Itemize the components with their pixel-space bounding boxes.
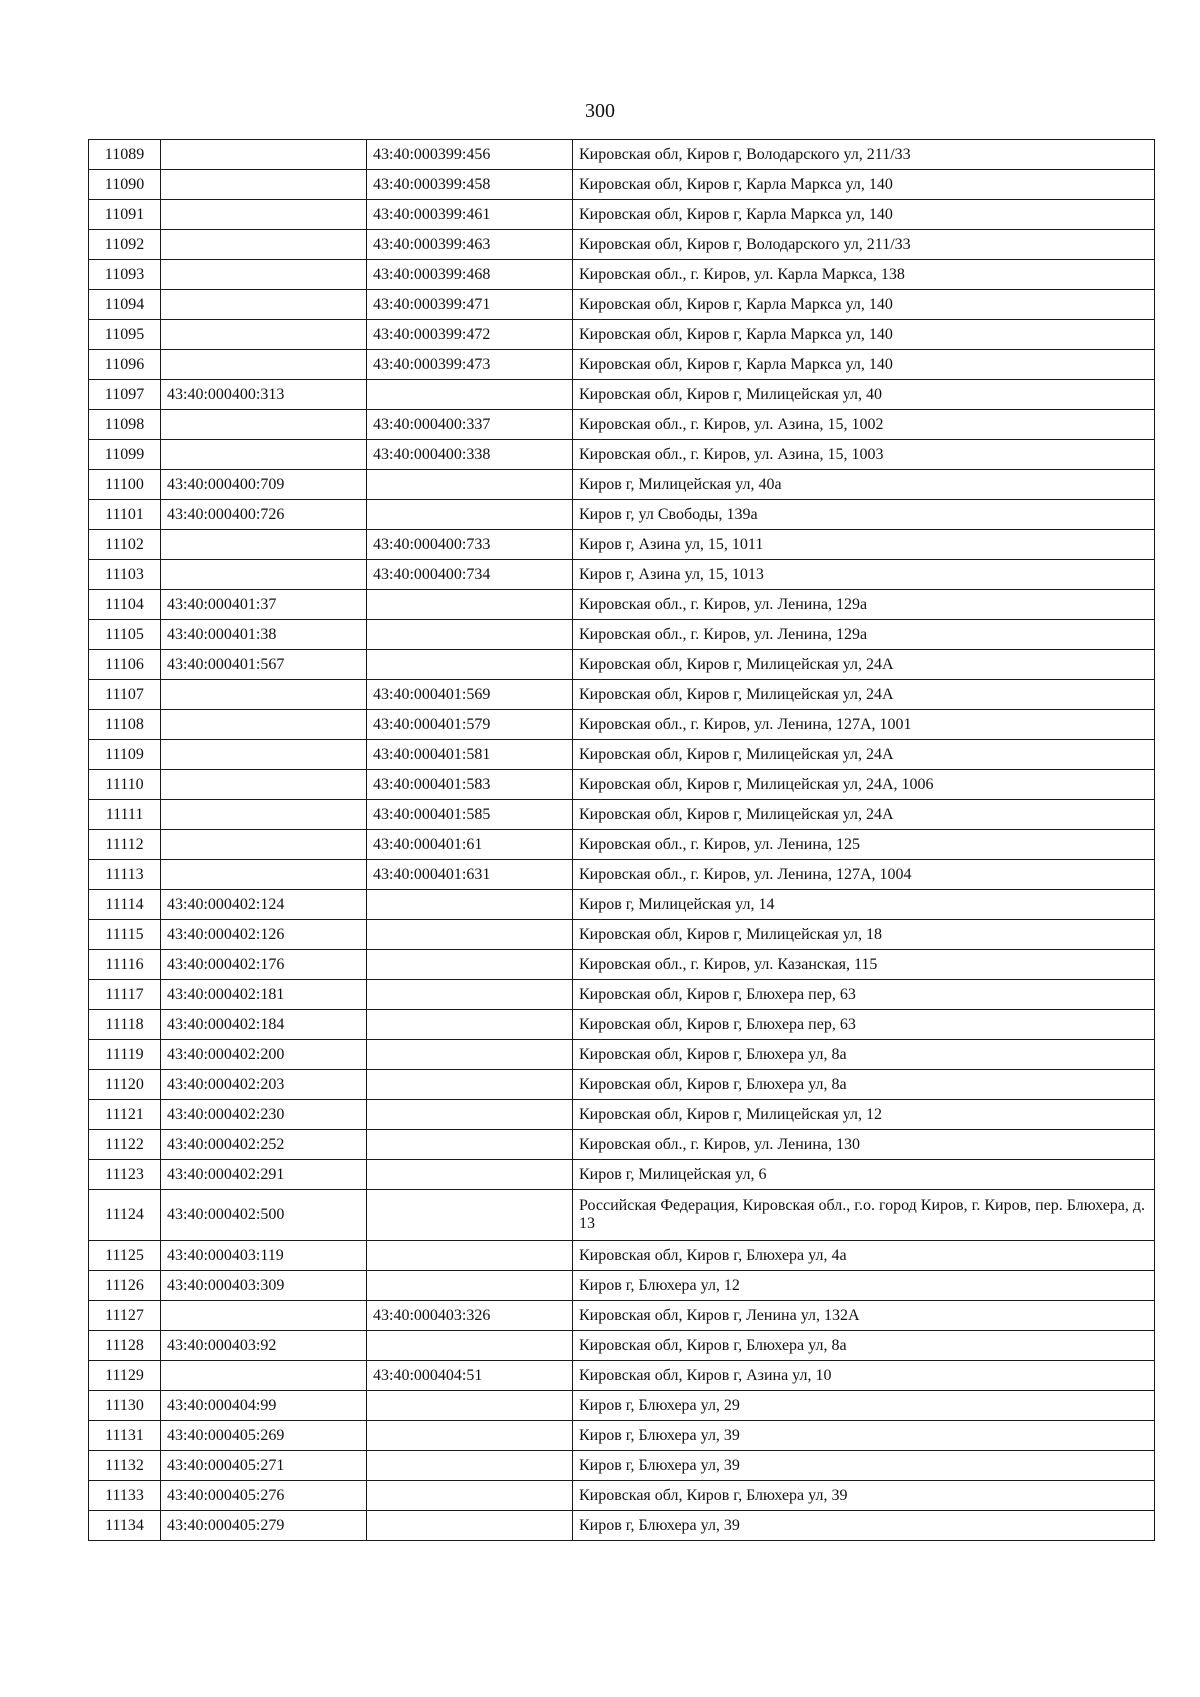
address-cell: Киров г, Блюхера ул, 39 bbox=[573, 1421, 1155, 1451]
row-number-cell: 11113 bbox=[89, 860, 161, 890]
table-row bbox=[89, 770, 1155, 800]
table-row bbox=[89, 1010, 1155, 1040]
cadastral-number-cell bbox=[161, 710, 367, 740]
address-cell: Кировская обл, Киров г, Блюхера ул, 8а bbox=[573, 1040, 1155, 1070]
cadastral-number-alt-cell bbox=[367, 1511, 573, 1541]
cadastral-number-alt-cell bbox=[367, 1331, 573, 1361]
row-number-cell: 11112 bbox=[89, 830, 161, 860]
row-number-cell: 11126 bbox=[89, 1271, 161, 1301]
row-number-cell: 11091 bbox=[89, 200, 161, 230]
cadastral-number-cell: 43:40:000402:230 bbox=[161, 1100, 367, 1130]
table-row bbox=[89, 1331, 1155, 1361]
cadastral-number-cell: 43:40:000403:119 bbox=[161, 1241, 367, 1271]
address-cell: Кировская обл, Киров г, Блюхера пер, 63 bbox=[573, 980, 1155, 1010]
table-row bbox=[89, 1391, 1155, 1421]
row-number-cell: 11124 bbox=[89, 1190, 161, 1241]
table-row bbox=[89, 350, 1155, 380]
cadastral-number-cell: 43:40:000402:124 bbox=[161, 890, 367, 920]
table-row bbox=[89, 170, 1155, 200]
cadastral-number-cell: 43:40:000402:203 bbox=[161, 1070, 367, 1100]
cadastral-number-alt-cell bbox=[367, 950, 573, 980]
cadastral-number-cell bbox=[161, 290, 367, 320]
cadastral-number-cell: 43:40:000402:291 bbox=[161, 1160, 367, 1190]
row-number-cell: 11100 bbox=[89, 470, 161, 500]
cadastral-number-alt-cell: 43:40:000400:733 bbox=[367, 530, 573, 560]
table-row bbox=[89, 230, 1155, 260]
table-row bbox=[89, 620, 1155, 650]
cadastral-number-cell: 43:40:000402:184 bbox=[161, 1010, 367, 1040]
cadastral-number-alt-cell bbox=[367, 1070, 573, 1100]
row-number-cell: 11108 bbox=[89, 710, 161, 740]
cadastral-number-cell bbox=[161, 260, 367, 290]
cadastral-number-alt-cell bbox=[367, 1391, 573, 1421]
row-number-cell: 11123 bbox=[89, 1160, 161, 1190]
row-number-cell: 11103 bbox=[89, 560, 161, 590]
cadastral-number-cell bbox=[161, 560, 367, 590]
table-row bbox=[89, 800, 1155, 830]
cadastral-number-alt-cell bbox=[367, 1421, 573, 1451]
address-cell: Кировская обл, Киров г, Карла Маркса ул, 140 bbox=[573, 200, 1155, 230]
table-row bbox=[89, 260, 1155, 290]
cadastral-number-cell bbox=[161, 680, 367, 710]
cadastral-number-alt-cell bbox=[367, 1160, 573, 1190]
table-row bbox=[89, 1451, 1155, 1481]
cadastral-number-alt-cell bbox=[367, 980, 573, 1010]
cadastral-number-cell bbox=[161, 1301, 367, 1331]
cadastral-number-alt-cell bbox=[367, 590, 573, 620]
table-row bbox=[89, 410, 1155, 440]
table-row bbox=[89, 830, 1155, 860]
address-cell: Кировская обл, Киров г, Милицейская ул, 18 bbox=[573, 920, 1155, 950]
address-cell: Кировская обл., г. Киров, ул. Азина, 15, 1003 bbox=[573, 440, 1155, 470]
cadastral-number-cell bbox=[161, 230, 367, 260]
address-cell: Кировская обл., г. Киров, ул. Ленина, 129а bbox=[573, 620, 1155, 650]
row-number-cell: 11129 bbox=[89, 1361, 161, 1391]
cadastral-number-cell: 43:40:000402:176 bbox=[161, 950, 367, 980]
cadastral-number-cell bbox=[161, 1361, 367, 1391]
cadastral-number-alt-cell bbox=[367, 1241, 573, 1271]
cadastral-number-alt-cell bbox=[367, 920, 573, 950]
address-cell: Кировская обл., г. Киров, ул. Ленина, 125 bbox=[573, 830, 1155, 860]
address-cell: Кировская обл., г. Киров, ул. Азина, 15, 1002 bbox=[573, 410, 1155, 440]
table-row bbox=[89, 590, 1155, 620]
address-cell: Кировская обл, Киров г, Милицейская ул, 40 bbox=[573, 380, 1155, 410]
address-cell: Киров г, ул Свободы, 139а bbox=[573, 500, 1155, 530]
address-cell: Кировская обл, Киров г, Милицейская ул, 24А bbox=[573, 740, 1155, 770]
cadastral-number-cell: 43:40:000400:726 bbox=[161, 500, 367, 530]
cadastral-number-alt-cell: 43:40:000399:471 bbox=[367, 290, 573, 320]
row-number-cell: 11096 bbox=[89, 350, 161, 380]
cadastral-number-cell bbox=[161, 860, 367, 890]
address-cell: Киров г, Милицейская ул, 40а bbox=[573, 470, 1155, 500]
row-number-cell: 11130 bbox=[89, 1391, 161, 1421]
table-row bbox=[89, 1040, 1155, 1070]
address-cell: Киров г, Милицейская ул, 6 bbox=[573, 1160, 1155, 1190]
address-cell: Кировская обл., г. Киров, ул. Ленина, 127А, 1004 bbox=[573, 860, 1155, 890]
row-number-cell: 11097 bbox=[89, 380, 161, 410]
cadastral-number-cell: 43:40:000405:271 bbox=[161, 1451, 367, 1481]
row-number-cell: 11118 bbox=[89, 1010, 161, 1040]
row-number-cell: 11093 bbox=[89, 260, 161, 290]
table-row bbox=[89, 920, 1155, 950]
registry-table bbox=[88, 139, 1155, 1541]
address-cell: Кировская обл, Киров г, Ленина ул, 132А bbox=[573, 1301, 1155, 1331]
row-number-cell: 11106 bbox=[89, 650, 161, 680]
table-row bbox=[89, 470, 1155, 500]
table-row bbox=[89, 1511, 1155, 1541]
cadastral-number-alt-cell: 43:40:000399:473 bbox=[367, 350, 573, 380]
address-cell: Кировская обл, Киров г, Милицейская ул, 24А bbox=[573, 680, 1155, 710]
table-row bbox=[89, 1241, 1155, 1271]
row-number-cell: 11125 bbox=[89, 1241, 161, 1271]
row-number-cell: 11127 bbox=[89, 1301, 161, 1331]
table-row bbox=[89, 1100, 1155, 1130]
address-cell: Кировская обл., г. Киров, ул. Ленина, 130 bbox=[573, 1130, 1155, 1160]
cadastral-number-alt-cell: 43:40:000399:461 bbox=[367, 200, 573, 230]
cadastral-number-cell bbox=[161, 440, 367, 470]
cadastral-number-alt-cell bbox=[367, 500, 573, 530]
cadastral-number-cell: 43:40:000400:709 bbox=[161, 470, 367, 500]
cadastral-number-alt-cell bbox=[367, 620, 573, 650]
table-row bbox=[89, 1160, 1155, 1190]
address-cell: Кировская обл, Киров г, Карла Маркса ул, 140 bbox=[573, 320, 1155, 350]
row-number-cell: 11132 bbox=[89, 1451, 161, 1481]
cadastral-number-cell: 43:40:000402:500 bbox=[161, 1190, 367, 1241]
cadastral-number-alt-cell bbox=[367, 1271, 573, 1301]
table-row bbox=[89, 890, 1155, 920]
cadastral-number-cell: 43:40:000402:200 bbox=[161, 1040, 367, 1070]
row-number-cell: 11095 bbox=[89, 320, 161, 350]
cadastral-number-alt-cell bbox=[367, 1190, 573, 1241]
row-number-cell: 11102 bbox=[89, 530, 161, 560]
table-row bbox=[89, 650, 1155, 680]
row-number-cell: 11115 bbox=[89, 920, 161, 950]
address-cell: Кировская обл, Киров г, Милицейская ул, 24А bbox=[573, 650, 1155, 680]
cadastral-number-cell: 43:40:000403:309 bbox=[161, 1271, 367, 1301]
table-row bbox=[89, 200, 1155, 230]
table-row bbox=[89, 740, 1155, 770]
row-number-cell: 11104 bbox=[89, 590, 161, 620]
cadastral-number-alt-cell: 43:40:000401:61 bbox=[367, 830, 573, 860]
row-number-cell: 11121 bbox=[89, 1100, 161, 1130]
cadastral-number-alt-cell: 43:40:000399:472 bbox=[367, 320, 573, 350]
address-cell: Киров г, Азина ул, 15, 1013 bbox=[573, 560, 1155, 590]
cadastral-number-alt-cell: 43:40:000399:458 bbox=[367, 170, 573, 200]
table-row bbox=[89, 1481, 1155, 1511]
cadastral-number-alt-cell: 43:40:000399:456 bbox=[367, 140, 573, 170]
address-cell: Кировская обл, Киров г, Блюхера ул, 8а bbox=[573, 1070, 1155, 1100]
cadastral-number-alt-cell bbox=[367, 1451, 573, 1481]
registry-table-body bbox=[89, 140, 1155, 1541]
cadastral-number-alt-cell: 43:40:000403:326 bbox=[367, 1301, 573, 1331]
table-row bbox=[89, 1070, 1155, 1100]
cadastral-number-cell: 43:40:000403:92 bbox=[161, 1331, 367, 1361]
address-cell: Кировская обл., г. Киров, ул. Карла Маркса, 138 bbox=[573, 260, 1155, 290]
table-row bbox=[89, 980, 1155, 1010]
cadastral-number-alt-cell bbox=[367, 1481, 573, 1511]
cadastral-number-alt-cell bbox=[367, 1040, 573, 1070]
table-row bbox=[89, 1421, 1155, 1451]
address-cell: Киров г, Милицейская ул, 14 bbox=[573, 890, 1155, 920]
row-number-cell: 11120 bbox=[89, 1070, 161, 1100]
table-row bbox=[89, 320, 1155, 350]
cadastral-number-alt-cell bbox=[367, 1010, 573, 1040]
table-row bbox=[89, 440, 1155, 470]
address-cell: Кировская обл, Киров г, Блюхера пер, 63 bbox=[573, 1010, 1155, 1040]
cadastral-number-cell: 43:40:000404:99 bbox=[161, 1391, 367, 1421]
row-number-cell: 11090 bbox=[89, 170, 161, 200]
address-cell: Кировская обл, Киров г, Карла Маркса ул, 140 bbox=[573, 290, 1155, 320]
cadastral-number-alt-cell: 43:40:000401:583 bbox=[367, 770, 573, 800]
row-number-cell: 11117 bbox=[89, 980, 161, 1010]
table-row bbox=[89, 560, 1155, 590]
table-row bbox=[89, 290, 1155, 320]
table-row bbox=[89, 710, 1155, 740]
address-cell: Кировская обл., г. Киров, ул. Ленина, 127А, 1001 bbox=[573, 710, 1155, 740]
cadastral-number-alt-cell: 43:40:000400:338 bbox=[367, 440, 573, 470]
row-number-cell: 11094 bbox=[89, 290, 161, 320]
address-cell: Кировская обл, Киров г, Милицейская ул, 12 bbox=[573, 1100, 1155, 1130]
cadastral-number-alt-cell: 43:40:000404:51 bbox=[367, 1361, 573, 1391]
cadastral-number-cell: 43:40:000400:313 bbox=[161, 380, 367, 410]
address-cell: Кировская обл, Киров г, Володарского ул, 211/33 bbox=[573, 140, 1155, 170]
cadastral-number-cell bbox=[161, 320, 367, 350]
address-cell: Российская Федерация, Кировская обл., г.о. город Киров, г. Киров, пер. Блюхера, д. 13 bbox=[573, 1190, 1155, 1241]
row-number-cell: 11128 bbox=[89, 1331, 161, 1361]
cadastral-number-alt-cell bbox=[367, 890, 573, 920]
cadastral-number-cell: 43:40:000401:37 bbox=[161, 590, 367, 620]
address-cell: Кировская обл., г. Киров, ул. Казанская, 115 bbox=[573, 950, 1155, 980]
row-number-cell: 11110 bbox=[89, 770, 161, 800]
row-number-cell: 11111 bbox=[89, 800, 161, 830]
address-cell: Киров г, Блюхера ул, 39 bbox=[573, 1511, 1155, 1541]
row-number-cell: 11109 bbox=[89, 740, 161, 770]
cadastral-number-alt-cell: 43:40:000401:569 bbox=[367, 680, 573, 710]
row-number-cell: 11089 bbox=[89, 140, 161, 170]
cadastral-number-alt-cell: 43:40:000400:734 bbox=[367, 560, 573, 590]
cadastral-number-alt-cell bbox=[367, 380, 573, 410]
cadastral-number-cell bbox=[161, 350, 367, 380]
table-row bbox=[89, 500, 1155, 530]
cadastral-number-cell: 43:40:000401:38 bbox=[161, 620, 367, 650]
row-number-cell: 11092 bbox=[89, 230, 161, 260]
cadastral-number-cell: 43:40:000405:279 bbox=[161, 1511, 367, 1541]
address-cell: Кировская обл, Киров г, Карла Маркса ул, 140 bbox=[573, 170, 1155, 200]
cadastral-number-alt-cell: 43:40:000401:585 bbox=[367, 800, 573, 830]
table-row bbox=[89, 1361, 1155, 1391]
address-cell: Кировская обл, Киров г, Милицейская ул, 24А bbox=[573, 800, 1155, 830]
address-cell: Киров г, Блюхера ул, 29 bbox=[573, 1391, 1155, 1421]
table-row bbox=[89, 1190, 1155, 1241]
cadastral-number-cell bbox=[161, 740, 367, 770]
cadastral-number-alt-cell bbox=[367, 650, 573, 680]
row-number-cell: 11133 bbox=[89, 1481, 161, 1511]
table-row bbox=[89, 1130, 1155, 1160]
address-cell: Кировская обл, Киров г, Блюхера ул, 8а bbox=[573, 1331, 1155, 1361]
table-row bbox=[89, 860, 1155, 890]
table-row bbox=[89, 380, 1155, 410]
row-number-cell: 11098 bbox=[89, 410, 161, 440]
table-row bbox=[89, 140, 1155, 170]
cadastral-number-alt-cell bbox=[367, 1130, 573, 1160]
cadastral-number-alt-cell: 43:40:000399:463 bbox=[367, 230, 573, 260]
table-row bbox=[89, 950, 1155, 980]
cadastral-number-cell bbox=[161, 770, 367, 800]
cadastral-number-cell bbox=[161, 830, 367, 860]
row-number-cell: 11101 bbox=[89, 500, 161, 530]
row-number-cell: 11119 bbox=[89, 1040, 161, 1070]
address-cell: Кировская обл, Киров г, Володарского ул, 211/33 bbox=[573, 230, 1155, 260]
row-number-cell: 11105 bbox=[89, 620, 161, 650]
cadastral-number-alt-cell: 43:40:000399:468 bbox=[367, 260, 573, 290]
cadastral-number-cell bbox=[161, 800, 367, 830]
address-cell: Кировская обл, Киров г, Азина ул, 10 bbox=[573, 1361, 1155, 1391]
cadastral-number-cell: 43:40:000402:181 bbox=[161, 980, 367, 1010]
cadastral-number-cell bbox=[161, 200, 367, 230]
table-row bbox=[89, 680, 1155, 710]
address-cell: Киров г, Блюхера ул, 39 bbox=[573, 1451, 1155, 1481]
cadastral-number-cell: 43:40:000401:567 bbox=[161, 650, 367, 680]
address-cell: Киров г, Блюхера ул, 12 bbox=[573, 1271, 1155, 1301]
cadastral-number-alt-cell: 43:40:000401:631 bbox=[367, 860, 573, 890]
row-number-cell: 11107 bbox=[89, 680, 161, 710]
table-row bbox=[89, 1301, 1155, 1331]
cadastral-number-cell: 43:40:000402:252 bbox=[161, 1130, 367, 1160]
cadastral-number-alt-cell bbox=[367, 470, 573, 500]
cadastral-number-alt-cell: 43:40:000401:581 bbox=[367, 740, 573, 770]
cadastral-number-cell: 43:40:000405:276 bbox=[161, 1481, 367, 1511]
row-number-cell: 11116 bbox=[89, 950, 161, 980]
page-number: 300 bbox=[585, 100, 615, 122]
cadastral-number-cell bbox=[161, 530, 367, 560]
cadastral-number-alt-cell: 43:40:000401:579 bbox=[367, 710, 573, 740]
table-row bbox=[89, 530, 1155, 560]
address-cell: Кировская обл., г. Киров, ул. Ленина, 129а bbox=[573, 590, 1155, 620]
address-cell: Кировская обл, Киров г, Блюхера ул, 4а bbox=[573, 1241, 1155, 1271]
cadastral-number-cell bbox=[161, 140, 367, 170]
cadastral-number-cell bbox=[161, 170, 367, 200]
table-row bbox=[89, 1271, 1155, 1301]
row-number-cell: 11122 bbox=[89, 1130, 161, 1160]
cadastral-number-alt-cell: 43:40:000400:337 bbox=[367, 410, 573, 440]
address-cell: Кировская обл, Киров г, Милицейская ул, 24А, 1006 bbox=[573, 770, 1155, 800]
cadastral-number-cell: 43:40:000402:126 bbox=[161, 920, 367, 950]
address-cell: Киров г, Азина ул, 15, 1011 bbox=[573, 530, 1155, 560]
row-number-cell: 11114 bbox=[89, 890, 161, 920]
row-number-cell: 11134 bbox=[89, 1511, 161, 1541]
row-number-cell: 11131 bbox=[89, 1421, 161, 1451]
address-cell: Кировская обл, Киров г, Карла Маркса ул, 140 bbox=[573, 350, 1155, 380]
cadastral-number-cell bbox=[161, 410, 367, 440]
address-cell: Кировская обл, Киров г, Блюхера ул, 39 bbox=[573, 1481, 1155, 1511]
row-number-cell: 11099 bbox=[89, 440, 161, 470]
cadastral-number-alt-cell bbox=[367, 1100, 573, 1130]
cadastral-number-cell: 43:40:000405:269 bbox=[161, 1421, 367, 1451]
